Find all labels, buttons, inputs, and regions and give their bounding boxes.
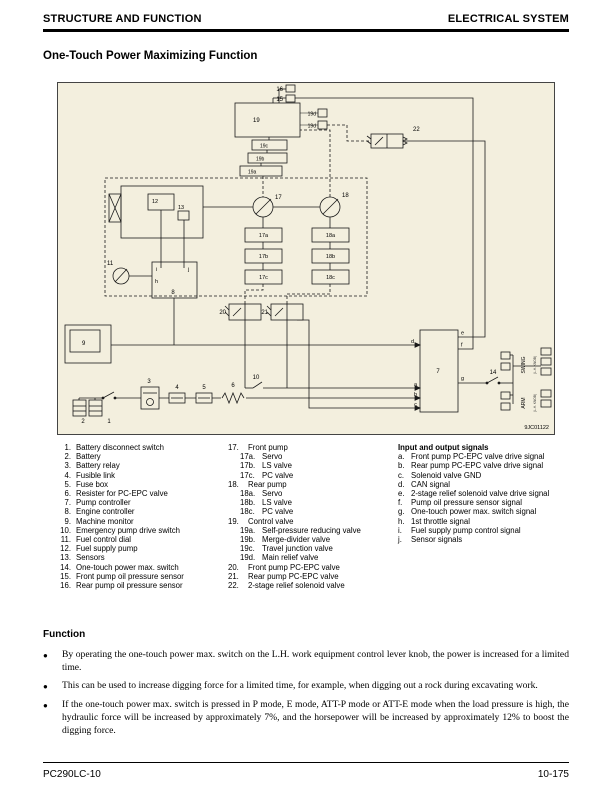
item-letter: f. (398, 498, 403, 508)
label-18b: 18b (325, 254, 336, 260)
item-text: Front pump PC-EPC valve drive signal (411, 452, 545, 462)
item-number: 12. (60, 544, 71, 554)
item-text: Rear pump PC-EPC valve drive signal (411, 461, 544, 471)
list-item (240, 461, 396, 470)
item-number: 18. (228, 479, 239, 489)
list-item (57, 535, 227, 544)
item-text: Rear pump (248, 479, 287, 489)
item-text: 2-stage relief solenoid valve (248, 581, 345, 591)
item-number: 3. (64, 461, 71, 471)
list-item (398, 489, 569, 498)
bullet-icon: ● (43, 682, 48, 691)
item-number: 16. (60, 581, 71, 591)
label-21: 21 (261, 310, 268, 316)
item-text: Pump oil pressure sensor signal (411, 498, 522, 508)
bullet-icon: ● (43, 651, 48, 660)
label-6: 6 (231, 383, 235, 389)
list-item (228, 572, 396, 581)
label-18: 18 (342, 193, 349, 199)
circuit-diagram (57, 82, 555, 435)
parts-column-1 (57, 443, 227, 590)
bullet-item (43, 679, 569, 693)
label-e: e (461, 330, 465, 337)
item-number: 19b. (240, 535, 256, 545)
list-item (57, 572, 227, 581)
item-text: Fusible link (76, 470, 115, 480)
item-text: Merge-divider valve (262, 535, 331, 545)
label-19c: 19c (260, 143, 269, 150)
function-bullets (43, 648, 569, 742)
label-g: g (461, 376, 465, 382)
item-number: 17c. (240, 470, 255, 480)
label-14: 14 (489, 370, 497, 376)
function-heading: Function (43, 629, 86, 640)
bullet-text: By operating the one-touch power max. switch on the L.H. work equipment control lever knob, the power is increased for a limited time. (62, 649, 569, 673)
label-19d: 19d (307, 123, 316, 130)
item-text: Servo (262, 452, 283, 462)
list-item (57, 480, 227, 489)
list-item (240, 553, 396, 562)
item-letter: g. (398, 507, 405, 517)
label-17a: 17a (258, 233, 269, 239)
item-text: Self-pressure reducing valve (262, 525, 361, 535)
item-number: 5. (64, 479, 71, 489)
item-number: 2. (64, 452, 71, 462)
list-item (240, 544, 396, 553)
label-10: 10 (252, 375, 260, 381)
label-d: d (410, 339, 414, 345)
list-item (240, 471, 396, 480)
label-2: 2 (81, 419, 85, 425)
item-text: Rear pump PC-EPC valve (248, 571, 339, 581)
item-text: Machine monitor (76, 516, 134, 526)
item-text: Control valve (248, 516, 294, 526)
item-number: 17a. (240, 452, 256, 462)
item-text: Battery relay (76, 461, 120, 471)
item-text: Front pump oil pressure sensor (76, 571, 184, 581)
item-text: Travel junction valve (262, 544, 333, 554)
label-12: 12 (152, 199, 159, 205)
label-j: j (188, 267, 190, 273)
item-letter: h. (398, 516, 405, 526)
list-item (228, 563, 396, 572)
list-item (228, 581, 396, 590)
label-19d: 19d (307, 111, 316, 118)
bullet-text: This can be used to increase digging force for a limited time, for example, when digging out a rock during excavating work. (62, 680, 538, 691)
item-text: Fuel supply pump control signal (411, 525, 521, 535)
item-number: 8. (64, 507, 71, 517)
item-number: 19c. (240, 544, 255, 554)
list-item (57, 443, 227, 452)
item-number: 11. (60, 535, 71, 545)
list-item (57, 526, 227, 535)
label-swing: SWING (521, 356, 527, 374)
item-number: 19. (228, 516, 239, 526)
bullet-item (43, 648, 569, 674)
circuit-diagram-svg (57, 82, 555, 435)
item-text: Sensor signals (411, 535, 463, 545)
list-item (240, 489, 396, 498)
item-number: 19a. (240, 525, 256, 535)
header-rule (43, 29, 569, 32)
item-text: Battery disconnect switch (76, 443, 164, 452)
list-item (57, 471, 227, 480)
item-text: LS valve (262, 498, 292, 508)
label-13: 13 (178, 205, 185, 211)
label-20: 20 (219, 310, 226, 316)
list-item (57, 517, 227, 526)
item-text: 2-stage relief solenoid valve drive signal (411, 489, 550, 499)
item-number: 7. (64, 498, 71, 508)
page-footer (43, 769, 569, 780)
list-item (57, 461, 227, 470)
list-item (228, 517, 396, 526)
item-number: 17. (228, 443, 239, 452)
list-item (398, 498, 569, 507)
signals-heading: Input and output signals (398, 443, 489, 452)
item-text: PC valve (262, 507, 294, 517)
list-item (57, 498, 227, 507)
label-18a: 18a (325, 233, 336, 239)
item-number: 20. (228, 562, 239, 572)
page-header (43, 13, 569, 25)
list-item (398, 526, 569, 535)
label-17c: 17c (259, 275, 268, 281)
item-number: 17b. (240, 461, 256, 471)
label-15: 15 (276, 97, 283, 103)
label-a: a (413, 382, 417, 388)
item-number: 22. (228, 581, 239, 591)
label-19a: 19a (248, 169, 257, 176)
item-letter: a. (398, 452, 405, 462)
item-text: One-touch power max. switch signal (411, 507, 537, 517)
list-item (398, 535, 569, 544)
label-arm: ARM (521, 397, 527, 409)
item-number: 19d. (240, 553, 256, 563)
item-letter: j. (398, 535, 402, 545)
list-item (228, 480, 396, 489)
figure-code: 9JC01122 (524, 425, 549, 431)
item-text: Rear pump oil pressure sensor (76, 581, 183, 591)
label-19: 19 (253, 118, 260, 124)
list-item (240, 452, 396, 461)
list-item (240, 526, 396, 535)
list-item (57, 544, 227, 553)
label-17b: 17b (258, 254, 269, 260)
item-number: 13. (60, 553, 71, 563)
list-item (398, 452, 569, 461)
label-16: 16 (276, 87, 283, 93)
item-letter: i. (398, 525, 402, 535)
list-item (398, 507, 569, 516)
parts-column-2 (228, 443, 396, 590)
label-3: 3 (147, 379, 151, 385)
label-lh-knob: (L.H. KNOB) (533, 394, 537, 412)
label-8: 8 (171, 290, 175, 296)
item-text: Solenoid valve GND (411, 470, 482, 480)
list-item (228, 443, 396, 452)
label-17: 17 (275, 195, 282, 201)
item-number: 9. (64, 516, 71, 526)
item-text: One-touch power max. switch (76, 562, 179, 572)
item-number: 10. (60, 525, 71, 535)
item-text: Front pump (248, 443, 288, 452)
item-letter: e. (398, 489, 405, 499)
item-text: Engine controller (76, 507, 135, 517)
item-number: 18a. (240, 489, 256, 499)
list-item (398, 480, 569, 489)
item-text: Pump controller (76, 498, 131, 508)
item-number: 21. (228, 571, 239, 581)
list-item (57, 489, 227, 498)
header-left: STRUCTURE AND FUNCTION (43, 13, 202, 25)
list-item (57, 507, 227, 516)
list-item (57, 452, 227, 461)
item-text: LS valve (262, 461, 292, 471)
bullet-icon: ● (43, 701, 48, 710)
list-item (398, 517, 569, 526)
item-text: Fuel control dial (76, 535, 132, 545)
label-19b: 19b (256, 156, 265, 163)
label-b: b (413, 392, 417, 398)
list-item (240, 535, 396, 544)
list-item (57, 581, 227, 590)
item-letter: c. (398, 470, 405, 480)
bullet-item (43, 698, 569, 737)
parts-column-3 (398, 443, 569, 544)
item-text: Main relief valve (262, 553, 319, 563)
label-f: f (461, 342, 463, 349)
label-5: 5 (202, 385, 206, 391)
list-item (398, 471, 569, 480)
item-text: Front pump PC-EPC valve (248, 562, 340, 572)
footer-model: PC290LC-10 (43, 769, 101, 780)
item-text: Fuse box (76, 479, 109, 489)
pc-epc-valves (219, 304, 303, 320)
item-letter: d. (398, 479, 405, 489)
header-right: ELECTRICAL SYSTEM (447, 13, 569, 25)
label-9: 9 (82, 341, 86, 347)
bullet-text: If the one-touch power max. switch is pressed in P mode, E mode, ATT-P mode or ATT-E mode when the load pressure is high, the hydraulic force will be increased by approximately 7%, and the horsepower will be increased by approximately 12% to boost the digging force. (62, 699, 569, 736)
label-c: c (414, 402, 417, 408)
item-text: Sensors (76, 553, 105, 563)
item-text: Servo (262, 489, 283, 499)
diagram-frame (58, 83, 555, 435)
list-item (398, 461, 569, 470)
label-11: 11 (107, 261, 114, 267)
item-number: 1. (64, 443, 71, 452)
item-text: PC valve (262, 470, 294, 480)
label-i: i (156, 267, 158, 273)
label-h: h (155, 279, 159, 285)
item-letter: b. (398, 461, 405, 471)
item-text: Resister for PC-EPC valve (76, 489, 168, 499)
list-item (240, 507, 396, 516)
label-22: 22 (413, 127, 420, 133)
label-lh-knob: (L.H. KNOB) (533, 356, 537, 374)
item-number: 18b. (240, 498, 256, 508)
item-text: CAN signal (411, 479, 450, 489)
list-item (57, 563, 227, 572)
item-text: Emergency pump drive switch (76, 525, 180, 535)
item-number: 6. (64, 489, 71, 499)
list-item (57, 553, 227, 562)
item-number: 18c. (240, 507, 255, 517)
label-4: 4 (175, 385, 179, 391)
section-title: One-Touch Power Maximizing Function (43, 50, 258, 62)
footer-page-number: 10-175 (537, 769, 569, 780)
item-number: 14. (60, 562, 71, 572)
item-text: 1st throttle signal (411, 516, 470, 526)
list-item (240, 498, 396, 507)
item-text: Fuel supply pump (76, 544, 138, 554)
label-7: 7 (436, 369, 440, 375)
label-18c: 18c (326, 275, 335, 281)
item-number: 4. (64, 470, 71, 480)
footer-rule (43, 762, 569, 763)
label-1: 1 (107, 419, 111, 425)
item-text: Battery (76, 452, 101, 462)
item-number: 15. (60, 571, 71, 581)
